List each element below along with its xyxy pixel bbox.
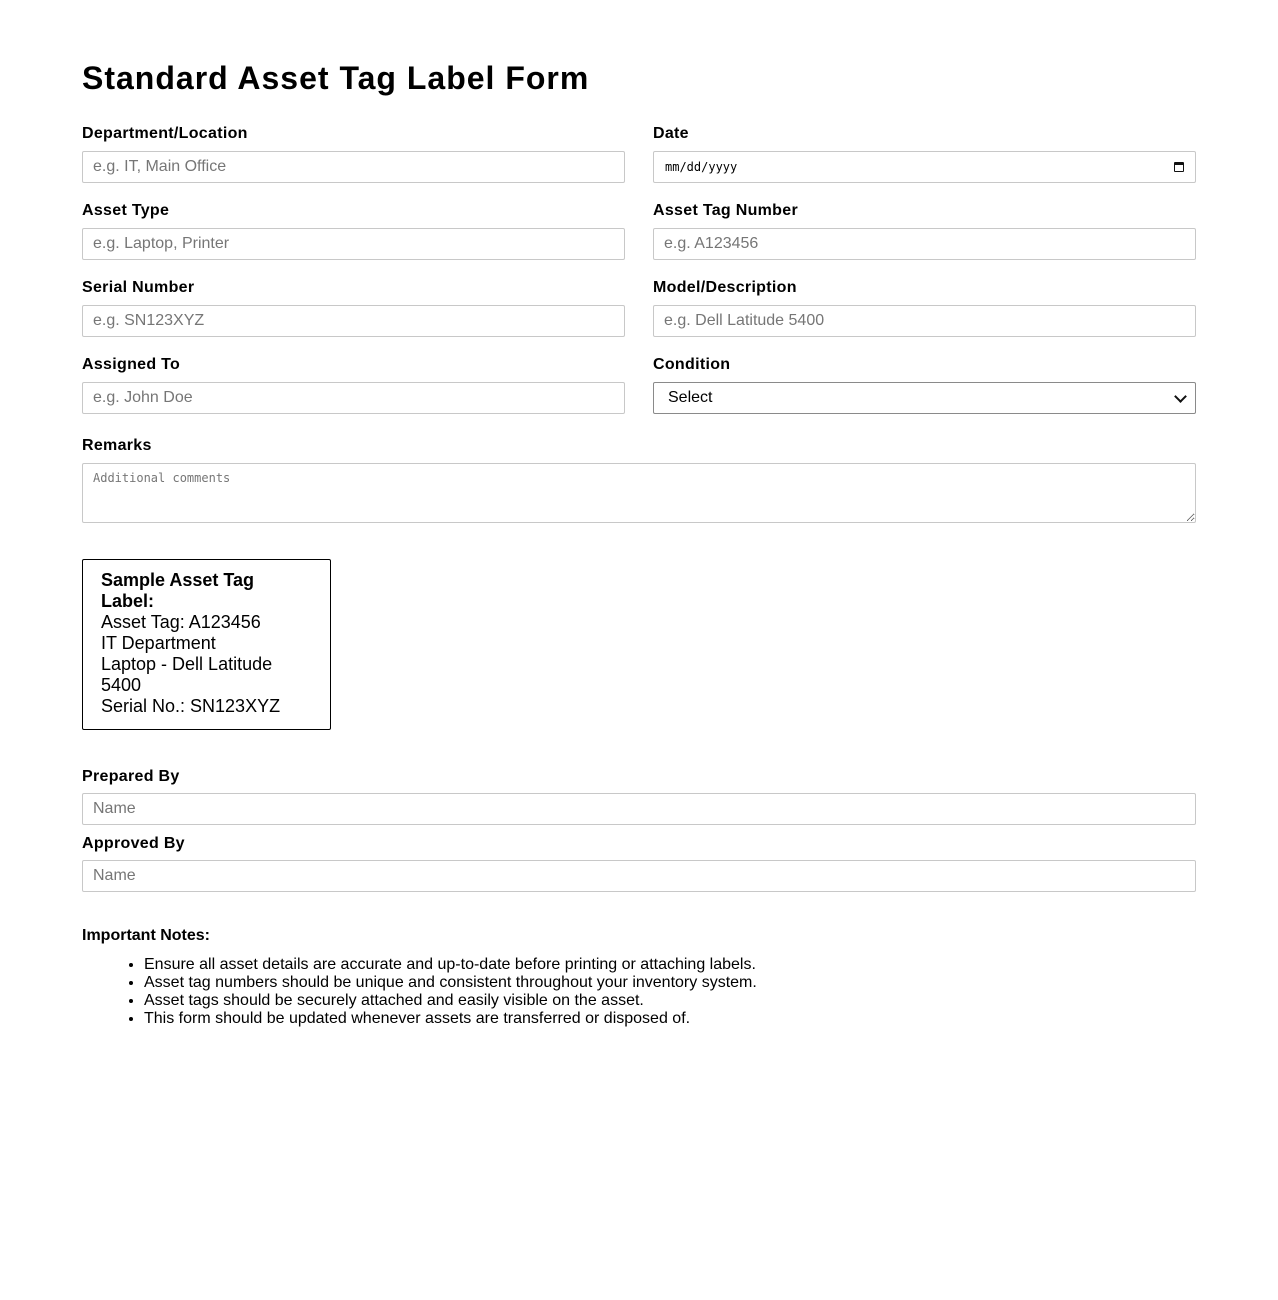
prepared-by-field-group — [82, 768, 1196, 825]
date-input[interactable] — [653, 151, 1196, 183]
important-notes — [82, 927, 1196, 1028]
serial-input[interactable] — [82, 305, 625, 337]
prepared-by-label: Prepared By — [82, 768, 180, 785]
sample-label-line: IT Department — [101, 633, 216, 653]
approved-by-label: Approved By — [82, 835, 185, 852]
remarks-textarea[interactable] — [82, 463, 1196, 523]
asset-type-field-group — [82, 202, 625, 260]
remarks-label: Remarks — [82, 437, 152, 454]
notes-heading: Important Notes: — [82, 927, 210, 944]
sample-label-line: Asset Tag: A123456 — [101, 612, 261, 632]
assigned-to-label: Assigned To — [82, 356, 181, 373]
approved-by-field-group — [82, 835, 1196, 892]
model-label: Model/Description — [653, 279, 797, 296]
asset-tag-field-group — [653, 202, 1196, 260]
sample-label-line: Serial No.: SN123XYZ — [101, 696, 281, 716]
department-field-group — [82, 125, 625, 183]
chevron-down-icon — [1174, 390, 1187, 403]
asset-tag-label: Asset Tag Number — [653, 202, 798, 219]
sample-label-title: Sample Asset Tag Label: — [101, 570, 255, 611]
sample-asset-tag-label — [82, 559, 331, 730]
prepared-by-input[interactable] — [82, 793, 1196, 825]
model-input[interactable] — [653, 305, 1196, 337]
list-item: • Asset tags should be securely attached and easily visible on the asset. — [144, 992, 1196, 1010]
page-title: Standard Asset Tag Label Form — [82, 60, 590, 96]
list-item: • Ensure all asset details are accurate and up-to-date before printing or attaching labels. — [144, 956, 1196, 974]
condition-label: Condition — [653, 356, 731, 373]
remarks-field-group — [82, 437, 1196, 523]
department-input[interactable] — [82, 151, 625, 183]
asset-tag-form — [82, 0, 1196, 1028]
condition-field-group — [653, 356, 1196, 414]
signoff-section — [82, 768, 1196, 892]
serial-label: Serial Number — [82, 279, 195, 296]
assigned-to-field-group — [82, 356, 625, 414]
calendar-icon[interactable] — [1174, 162, 1184, 172]
asset-type-label: Asset Type — [82, 202, 170, 219]
serial-field-group — [82, 279, 625, 337]
asset-type-input[interactable] — [82, 228, 625, 260]
list-item: • This form should be updated whenever assets are transferred or disposed of. — [144, 1010, 1196, 1028]
condition-select[interactable] — [653, 382, 1196, 414]
date-placeholder: mm/dd/yyyy — [665, 160, 738, 174]
approved-by-input[interactable] — [82, 860, 1196, 892]
condition-selected-value: Select — [668, 389, 713, 406]
notes-list — [82, 956, 1196, 1028]
list-item: • Asset tag numbers should be unique and consistent throughout your inventory system. — [144, 974, 1196, 992]
sample-label-line: Laptop - Dell Latitude 5400 — [101, 654, 273, 695]
department-label: Department/Location — [82, 125, 248, 142]
asset-tag-input[interactable] — [653, 228, 1196, 260]
date-label: Date — [653, 125, 689, 142]
model-field-group — [653, 279, 1196, 337]
date-field-group — [653, 125, 1196, 183]
assigned-to-input[interactable] — [82, 382, 625, 414]
form-grid — [82, 125, 1196, 414]
